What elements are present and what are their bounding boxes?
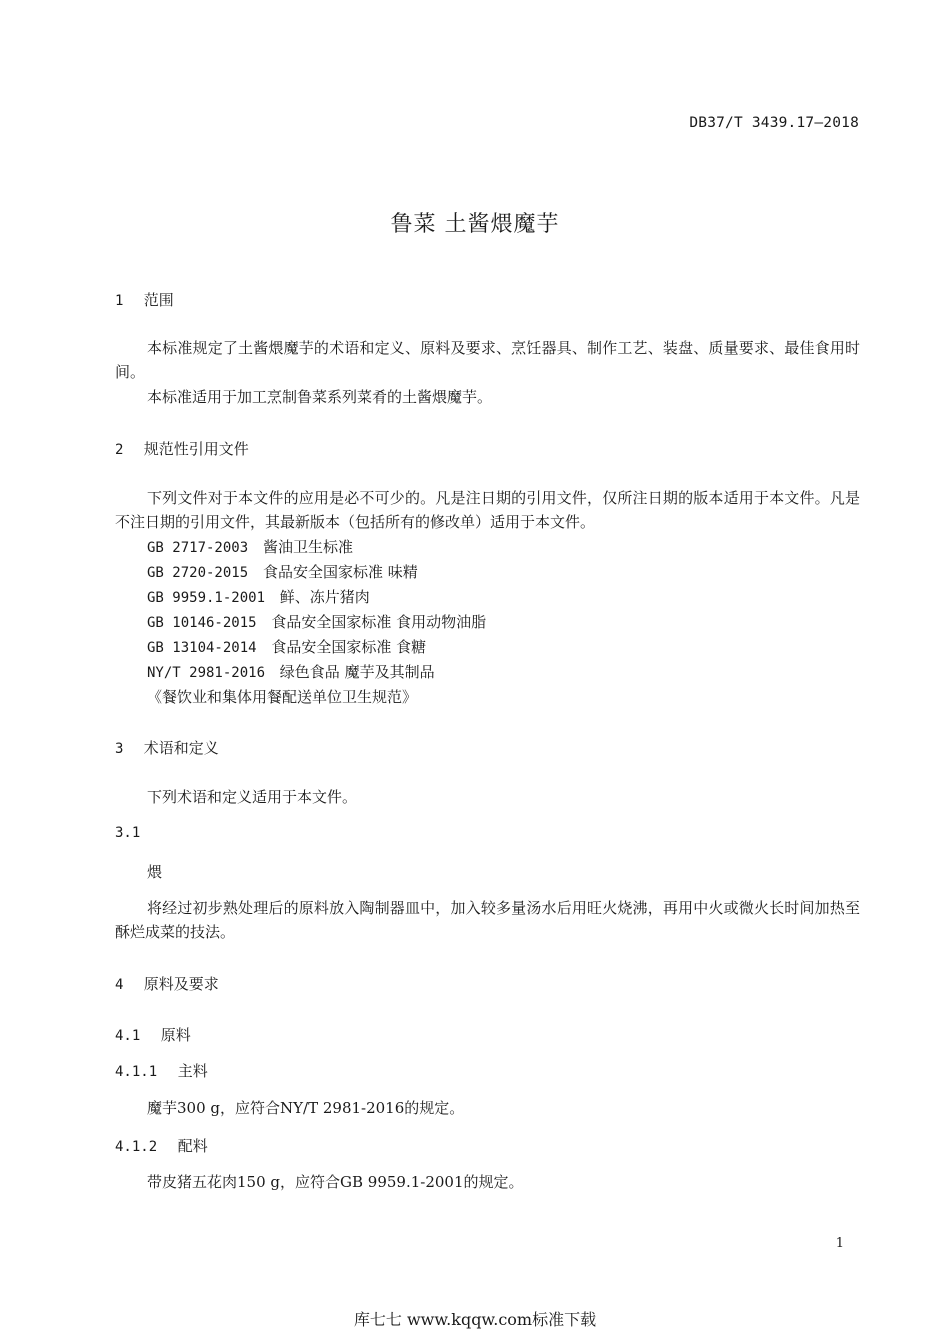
- section-2-heading: [115, 438, 249, 459]
- reference-name: 鲜、冻片猪肉: [279, 588, 370, 606]
- section-4-heading: [115, 973, 219, 994]
- section-number: 2: [115, 442, 124, 458]
- section-number: 4.1.1: [115, 1064, 158, 1080]
- document-title: 鲁菜 土酱煨魔芋: [390, 212, 560, 237]
- reference-item: [147, 611, 486, 632]
- section-number: 1: [115, 293, 124, 309]
- reference-name: 绿色食品 魔芋及其制品: [279, 663, 435, 681]
- term-number: 3.1: [115, 825, 141, 841]
- section-number: 4.1: [115, 1028, 141, 1044]
- section-title: 范围: [143, 291, 174, 309]
- section-1-paragraph-1: 本标准规定了土酱煨魔芋的术语和定义、原料及要求、烹饪器具、制作工艺、装盘、质量要求、最佳食用时间。: [115, 339, 860, 381]
- section-title: 主料: [177, 1062, 208, 1080]
- reference-name: 食品安全国家标准 味精: [262, 563, 418, 581]
- reference-item: [147, 661, 435, 682]
- reference-code: GB 2717-2003: [147, 540, 249, 556]
- section-title: 原料及要求: [143, 975, 219, 993]
- term-definition: 将经过初步熟处理后的原料放入陶制器皿中，加入较多量汤水后用旺火烧沸，再用中火或微火长时间加热至酥烂成菜的技法。: [115, 899, 860, 941]
- section-3-heading: [115, 737, 219, 758]
- reference-extra: 《餐饮业和集体用餐配送单位卫生规范》: [147, 688, 418, 706]
- section-number: 4.1.2: [115, 1139, 158, 1155]
- section-1-paragraph-2: 本标准适用于加工烹制鲁菜系列菜肴的土酱煨魔芋。: [147, 388, 493, 406]
- reference-item: [147, 586, 370, 607]
- section-number: 4: [115, 977, 124, 993]
- footer-watermark: 库七七 www.kqqw.com标准下载: [353, 1310, 597, 1329]
- section-4-1-1-heading: [115, 1060, 208, 1081]
- section-4-1-2-text: 带皮猪五花肉150 g，应符合GB 9959.1-2001的规定。: [147, 1173, 524, 1191]
- reference-code: GB 10146-2015: [147, 615, 257, 631]
- reference-item: [147, 536, 353, 557]
- section-2-intro: 下列文件对于本文件的应用是必不可少的。凡是注日期的引用文件，仅所注日期的版本适用于本文件。凡是不注日期的引用文件，其最新版本（包括所有的修改单）适用于本文件。: [115, 489, 860, 531]
- reference-name: 食品安全国家标准 食用动物油脂: [271, 613, 487, 631]
- section-number: 3: [115, 741, 124, 757]
- section-title: 规范性引用文件: [143, 440, 249, 458]
- section-4-1-1-text: 魔芋300 g，应符合NY/T 2981-2016的规定。: [147, 1099, 465, 1117]
- reference-code: GB 2720-2015: [147, 565, 249, 581]
- section-4-1-2-heading: [115, 1135, 208, 1156]
- reference-item: [147, 636, 426, 657]
- reference-item: [147, 561, 418, 582]
- reference-code: NY/T 2981-2016: [147, 665, 266, 681]
- section-4-1-heading: [115, 1024, 191, 1045]
- reference-code: GB 13104-2014: [147, 640, 257, 656]
- reference-name: 食品安全国家标准 食糖: [271, 638, 427, 656]
- section-3-intro: 下列术语和定义适用于本文件。: [147, 788, 358, 806]
- reference-name: 酱油卫生标准: [262, 538, 353, 556]
- section-title: 术语和定义: [143, 739, 219, 757]
- standard-code: DB37/T 3439.17—2018: [689, 115, 859, 131]
- reference-code: GB 9959.1-2001: [147, 590, 266, 606]
- section-title: 原料: [160, 1026, 191, 1044]
- page-number: 1: [835, 1236, 844, 1251]
- section-1-heading: [115, 289, 174, 310]
- term-word: 煨: [147, 863, 163, 881]
- section-title: 配料: [177, 1137, 208, 1155]
